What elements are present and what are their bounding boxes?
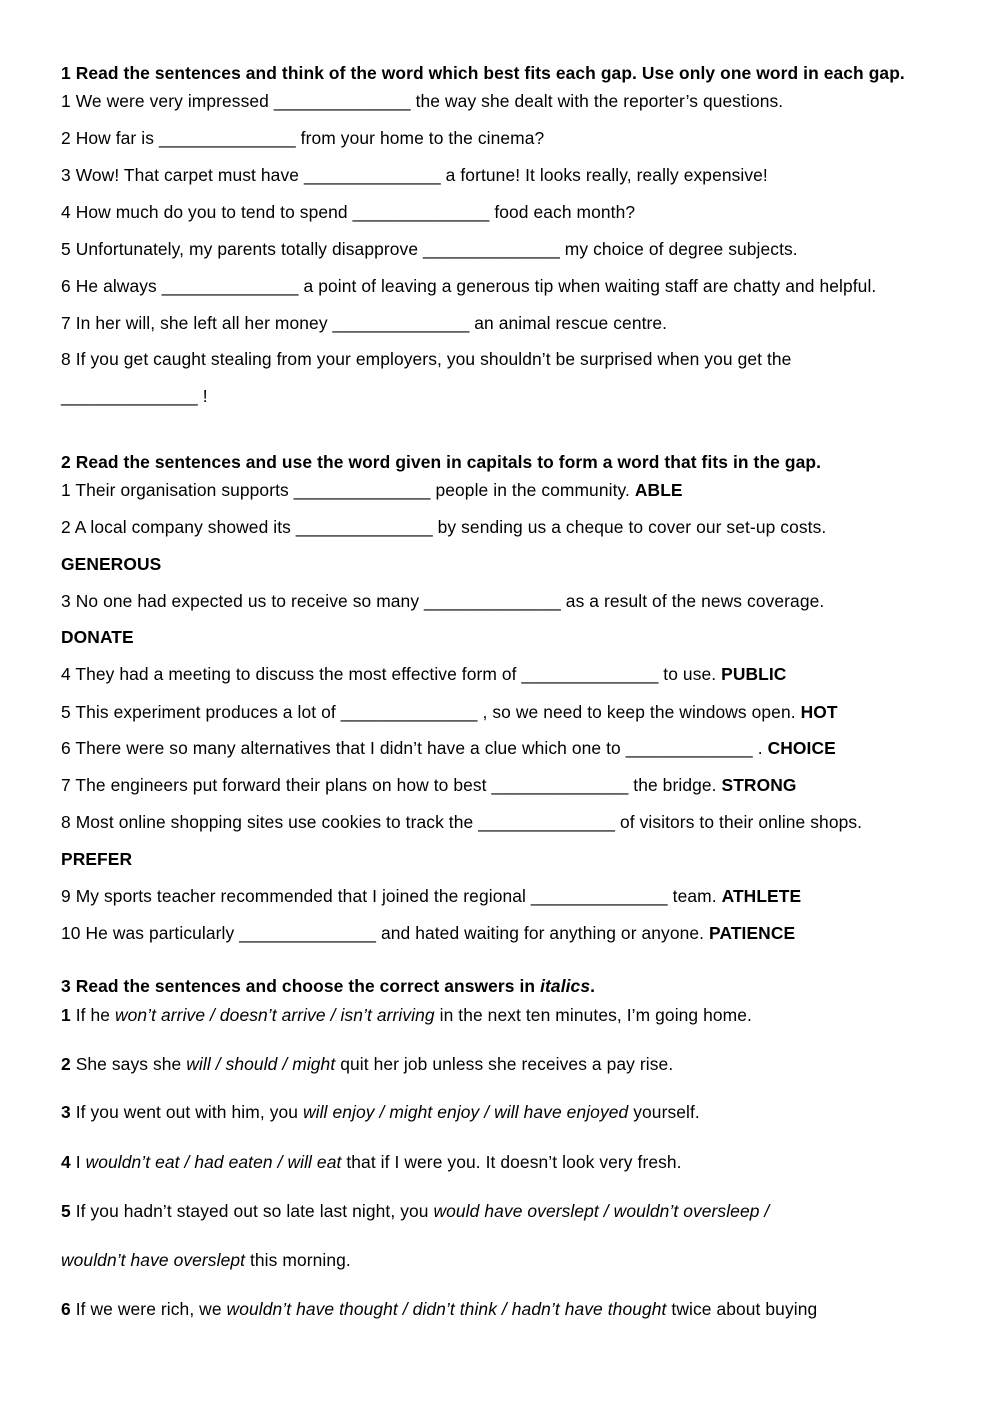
- s3-item-pre: If we were rich, we: [70, 1299, 227, 1319]
- s2-item-8-word: PREFER: [61, 849, 133, 869]
- s2-item-6-word: CHOICE: [767, 738, 836, 758]
- s1-item-5: 5 Unfortunately, my parents totally disapprove ______________ my choice of degree subjects.: [61, 239, 798, 259]
- s2-item-1-word: ABLE: [634, 480, 683, 500]
- s3-item-options: wouldn’t have thought / didn’t think / hadn’t have thought: [226, 1299, 667, 1319]
- s3-item-post: quit her job unless she receives a pay rise.: [335, 1054, 674, 1074]
- s2-item-10: [61, 922, 795, 944]
- s3-item-pre: If you hadn’t stayed out so late last night, you: [70, 1201, 434, 1221]
- s2-item-10-word: PATIENCE: [709, 923, 796, 943]
- s3-item-4: [61, 1151, 682, 1173]
- s2-item-7-text: 7 The engineers put forward their plans on how to best ______________ the bridge.: [61, 775, 717, 795]
- s3-item-number: 6: [61, 1299, 71, 1319]
- s3-item-5-continued: [61, 1249, 351, 1271]
- s3-item-pre: If he: [70, 1005, 115, 1025]
- s3-item-5: [61, 1200, 769, 1222]
- s3-item-post: that if I were you. It doesn’t look very fresh.: [341, 1152, 682, 1172]
- s3-item-options: won’t arrive / doesn’t arrive / isn’t arriving: [114, 1005, 435, 1025]
- s3-item-post: in the next ten minutes, I’m going home.: [434, 1005, 752, 1025]
- s3-item-options: would have overslept / wouldn’t oversleep /: [433, 1201, 770, 1221]
- s1-item-7: 7 In her will, she left all her money ______________ an animal rescue centre.: [61, 313, 668, 333]
- s1-item-2: 2 How far is ______________ from your home to the cinema?: [61, 128, 545, 148]
- s3-item-post: this morning.: [245, 1250, 351, 1270]
- s2-item-9: [61, 885, 801, 907]
- section-3-heading-italic: italics: [540, 976, 591, 996]
- s2-item-9-text: 9 My sports teacher recommended that I joined the regional ______________ team.: [61, 886, 717, 906]
- section-1-heading: 1 Read the sentences and think of the word which best fits each gap. Use only one word in each gap.: [61, 63, 905, 83]
- s2-item-7-word: STRONG: [721, 775, 797, 795]
- s1-item-6: 6 He always ______________ a point of leaving a generous tip when waiting staff are chatty and helpful.: [61, 276, 877, 296]
- s3-item-pre: If you went out with him, you: [70, 1102, 303, 1122]
- s3-item-3: [61, 1101, 700, 1123]
- s1-item-8-continued: ______________ !: [61, 386, 208, 406]
- s3-item-number: 3: [61, 1102, 71, 1122]
- s2-item-6-text: 6 There were so many alternatives that I didn’t have a clue which one to _____________ .: [61, 738, 763, 758]
- s2-item-1-text: 1 Their organisation supports ______________ people in the community.: [61, 480, 630, 500]
- s1-item-3: 3 Wow! That carpet must have ______________ a fortune! It looks really, really expensive!: [61, 165, 768, 185]
- s1-item-1: 1 We were very impressed ______________ the way she dealt with the reporter’s questions.: [61, 91, 784, 111]
- s3-item-number: 5: [61, 1201, 71, 1221]
- s3-item-2: [61, 1053, 673, 1075]
- section-3-heading: [61, 975, 595, 997]
- s3-item-options: will / should / might: [186, 1054, 336, 1074]
- s2-item-1: [61, 479, 683, 501]
- section-3-heading-text: 3 Read the sentences and choose the correct answers in: [61, 976, 541, 996]
- s3-item-pre: She says she: [70, 1054, 187, 1074]
- s2-item-10-text: 10 He was particularly ______________ and hated waiting for anything or anyone.: [61, 923, 705, 943]
- s2-item-7: [61, 774, 797, 796]
- s3-item-options: will enjoy / might enjoy / will have enjoyed: [302, 1102, 629, 1122]
- s3-item-options: wouldn’t have overslept: [61, 1250, 246, 1270]
- s3-item-number: 2: [61, 1054, 71, 1074]
- s2-item-4: [61, 663, 786, 685]
- s3-item-number: 1: [61, 1005, 71, 1025]
- s3-item-pre: I: [70, 1152, 86, 1172]
- s1-item-4: 4 How much do you to tend to spend ______________ food each month?: [61, 202, 636, 222]
- s2-item-5: [61, 701, 838, 723]
- s2-item-8-text: 8 Most online shopping sites use cookies to track the ______________ of visitors to their online shops.: [61, 812, 863, 832]
- s3-item-number: 4: [61, 1152, 71, 1172]
- s3-item-post: yourself.: [628, 1102, 700, 1122]
- section-3-heading-end: .: [590, 976, 596, 996]
- s2-item-3-word: DONATE: [61, 627, 134, 647]
- s2-item-2-text: 2 A local company showed its ______________ by sending us a cheque to cover our set-up costs.: [61, 517, 827, 537]
- s2-item-5-text: 5 This experiment produces a lot of ______________ , so we need to keep the windows open.: [61, 702, 796, 722]
- s2-item-5-word: HOT: [800, 702, 838, 722]
- s2-item-4-word: PUBLIC: [721, 664, 787, 684]
- s2-item-6: [61, 737, 836, 759]
- s3-item-6: [61, 1298, 817, 1320]
- s3-item-options: wouldn’t eat / had eaten / will eat: [85, 1152, 342, 1172]
- s2-item-4-text: 4 They had a meeting to discuss the most effective form of ______________ to use.: [61, 664, 717, 684]
- s3-item-1: [61, 1004, 752, 1026]
- s2-item-2-word: GENEROUS: [61, 554, 162, 574]
- s2-item-9-word: ATHLETE: [721, 886, 802, 906]
- s1-item-8: 8 If you get caught stealing from your employers, you shouldn’t be surprised when you get the: [61, 349, 792, 369]
- s2-item-3-text: 3 No one had expected us to receive so many ______________ as a result of the news coverage.: [61, 591, 825, 611]
- s3-item-post: twice about buying: [666, 1299, 818, 1319]
- section-2-heading: 2 Read the sentences and use the word given in capitals to form a word that fits in the gap.: [61, 452, 822, 472]
